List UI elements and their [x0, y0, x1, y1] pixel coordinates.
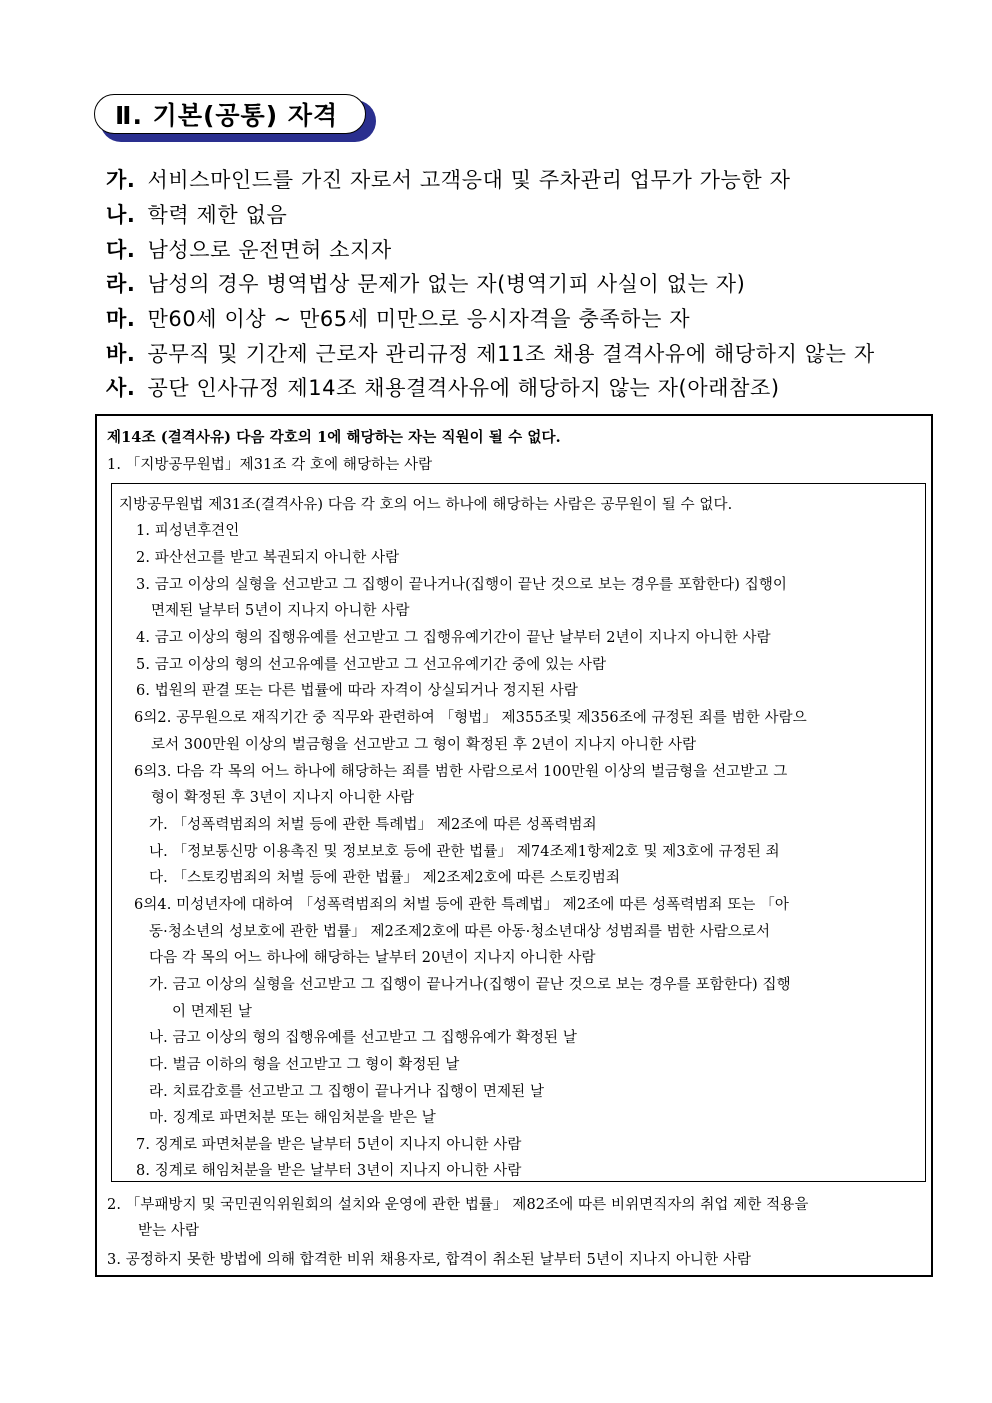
- law-line: 가. 금고 이상의 실형을 선고받고 그 집행이 끝나거나(집행이 끝난 것으로 보는 경우를 포함한다) 집행: [149, 977, 791, 993]
- item-marker: 나.: [106, 203, 136, 228]
- item-marker: 사.: [106, 376, 136, 401]
- law-intro: 지방공무원법 제31조(결격사유) 다음 각 호의 어느 하나에 해당하는 사람은 공무원이 될 수 없다.: [119, 497, 733, 513]
- law-line: 다. 「스토킹범죄의 처벌 등에 관한 법률」 제2조제2호에 따른 스토킹범죄: [149, 870, 621, 886]
- qualification-item: [106, 197, 926, 232]
- qualification-item: [106, 301, 926, 336]
- qualification-item: [106, 231, 926, 266]
- law-excerpt-box: [111, 483, 926, 1182]
- law-line: 2. 파산선고를 받고 복권되지 아니한 사람: [136, 550, 400, 566]
- law-line: 나. 금고 이상의 형의 집행유예를 선고받고 그 집행유예가 확정된 날: [149, 1030, 577, 1046]
- law-line: 6의3. 다음 각 목의 어느 하나에 해당하는 죄를 범한 사람으로서 100만원 이상의 벌금형을 선고받고 그: [134, 764, 788, 780]
- law-line: 이 면제된 날: [172, 1004, 252, 1020]
- law-line: 8. 징계로 해임처분을 받은 날부터 3년이 지나지 아니한 사람: [136, 1163, 522, 1179]
- qualification-item: [106, 335, 926, 370]
- law-line: 형이 확정된 후 3년이 지나지 아니한 사람: [151, 790, 415, 806]
- qualification-item: [106, 370, 926, 405]
- item-text: 서비스마인드를 가진 자로서 고객응대 및 주차관리 업무가 가능한 자: [147, 168, 791, 193]
- law-line: 다음 각 목의 어느 하나에 해당하는 날부터 20년이 지나지 아니한 사람: [149, 950, 596, 966]
- article-item-2-cont: 받는 사람: [138, 1223, 200, 1239]
- law-line: 6의2. 공무원으로 재직기간 중 직무와 관련하여 「형법」 제355조및 제356조에 규정된 죄를 범한 사람으: [134, 710, 807, 726]
- law-line: 다. 벌금 이하의 형을 선고받고 그 형이 확정된 날: [149, 1057, 460, 1073]
- qualification-item: [106, 266, 926, 301]
- section-title-badge: [94, 94, 378, 144]
- law-line: 라. 치료감호를 선고받고 그 집행이 끝나거나 집행이 면제된 날: [149, 1084, 545, 1100]
- qualification-list: [106, 162, 926, 405]
- item-text: 남성으로 운전면허 소지자: [147, 237, 392, 262]
- article-item-2: 2. 「부패방지 및 국민권익위원회의 설치와 운영에 관한 법률」 제82조에 따른 비위면직자의 취업 제한 적용을: [107, 1197, 809, 1213]
- item-marker: 바.: [106, 341, 136, 366]
- item-text: 공무직 및 기간제 근로자 관리규정 제11조 채용 결격사유에 해당하지 않는 자: [147, 341, 875, 366]
- item-marker: 다.: [106, 237, 136, 262]
- article-item-3: 3. 공정하지 못한 방법에 의해 합격한 비위 채용자로, 합격이 취소된 날부터 5년이 지나지 아니한 사람: [107, 1252, 752, 1268]
- law-line: 가. 「성폭력범죄의 처벌 등에 관한 특례법」 제2조에 따른 성폭력범죄: [149, 817, 597, 833]
- law-line: 4. 금고 이상의 형의 집행유예를 선고받고 그 집행유예기간이 끝난 날부터 2년이 지나지 아니한 사람: [136, 630, 771, 646]
- item-marker: 가.: [106, 168, 136, 193]
- item-marker: 라.: [106, 272, 136, 297]
- item-text: 학력 제한 없음: [147, 203, 288, 228]
- article-item-1: 1. 「지방공무원법」제31조 각 호에 해당하는 사람: [107, 457, 433, 473]
- article-heading: 제14조 (결격사유) 다음 각호의 1에 해당하는 자는 직원이 될 수 없다.: [107, 429, 561, 446]
- law-line: 6의4. 미성년자에 대하여 「성폭력범죄의 처벌 등에 관한 특례법」 제2조에 따른 성폭력범죄 또는 「아: [134, 897, 789, 913]
- section-title: Ⅱ. 기본(공통) 자격: [94, 94, 366, 134]
- item-text: 공단 인사규정 제14조 채용결격사유에 해당하지 않는 자(아래참조): [147, 376, 780, 401]
- law-line: 동·청소년의 성보호에 관한 법률」 제2조제2호에 따른 아동·청소년대상 성범죄를 범한 사람으로서: [149, 924, 771, 940]
- law-line: 마. 징계로 파면처분 또는 해임처분을 받은 날: [149, 1110, 436, 1126]
- law-line: 나. 「정보통신망 이용촉진 및 정보보호 등에 관한 법률」 제74조제1항제2호 및 제3호에 규정된 죄: [149, 844, 780, 860]
- law-line: 3. 금고 이상의 실형을 선고받고 그 집행이 끝나거나(집행이 끝난 것으로 보는 경우를 포함한다) 집행이: [136, 577, 788, 593]
- item-text: 남성의 경우 병역법상 문제가 없는 자(병역기피 사실이 없는 자): [147, 272, 746, 297]
- law-line: 로서 300만원 이상의 벌금형을 선고받고 그 형이 확정된 후 2년이 지나지 아니한 사람: [151, 737, 697, 753]
- law-line: 7. 징계로 파면처분을 받은 날부터 5년이 지나지 아니한 사람: [136, 1137, 522, 1153]
- item-text: 만60세 이상 ~ 만65세 미만으로 응시자격을 충족하는 자: [147, 307, 691, 332]
- law-line: 면제된 날부터 5년이 지나지 아니한 사람: [151, 603, 410, 619]
- article-14-box: [95, 414, 933, 1277]
- item-marker: 마.: [106, 307, 136, 332]
- law-line: 1. 피성년후견인: [136, 523, 240, 539]
- law-line: 6. 법원의 판결 또는 다른 법률에 따라 자격이 상실되거나 정지된 사람: [136, 683, 579, 699]
- qualification-item: [106, 162, 926, 197]
- law-line: 5. 금고 이상의 형의 선고유예를 선고받고 그 선고유예기간 중에 있는 사람: [136, 657, 607, 673]
